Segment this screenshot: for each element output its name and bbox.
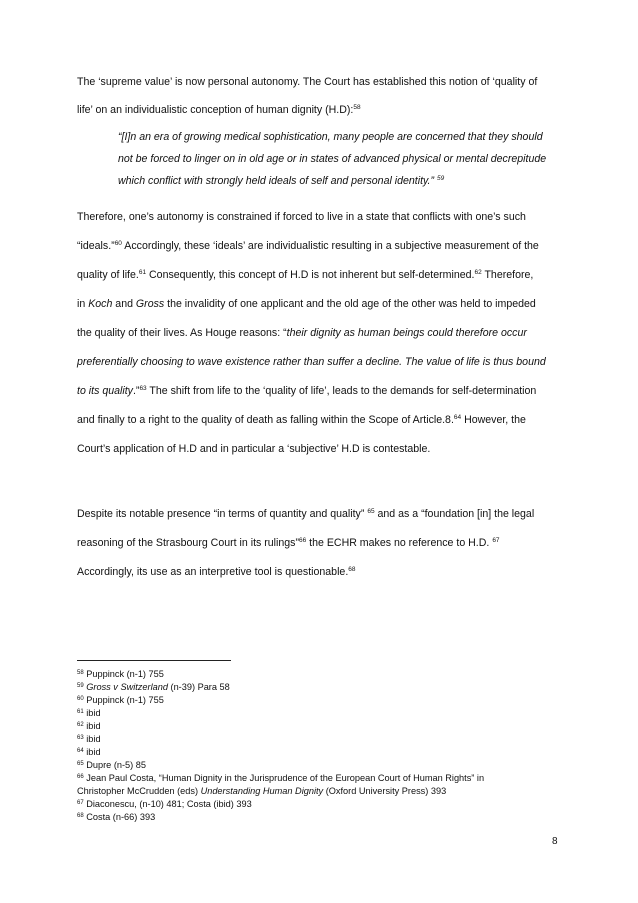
text-span: Consequently, this concept of H.D is not inherent but self-determined. bbox=[146, 269, 475, 281]
text-span: reasoning of the Strasbourg Court in its rulings” bbox=[77, 537, 299, 549]
text-span: the quality of their lives. As Houge reasons: “ bbox=[77, 327, 287, 339]
paragraph-line bbox=[77, 507, 534, 521]
text-span: Accordingly, its use as an interpretive tool is questionable. bbox=[77, 566, 349, 578]
footnote-ref[interactable]: 66 bbox=[299, 537, 307, 544]
paragraph-line bbox=[77, 536, 500, 550]
paragraph-line bbox=[77, 297, 536, 311]
footnote-ref[interactable]: 65 bbox=[367, 508, 375, 515]
footnote-text: ibid bbox=[86, 721, 101, 731]
text-span: not be forced to linger on in old age or in states of advanced physical or mental decrepitude bbox=[118, 153, 547, 165]
footnote-number: 58 bbox=[77, 670, 84, 676]
paragraph-line bbox=[77, 442, 430, 456]
footnote-number: 67 bbox=[77, 800, 84, 806]
footnote bbox=[77, 694, 164, 706]
text-span: quality of life. bbox=[77, 269, 139, 281]
footnote-text: Costa (n-66) 393 bbox=[86, 812, 156, 822]
footnote bbox=[77, 720, 101, 732]
italic-quote: their dignity as human beings could therefore occur bbox=[286, 327, 527, 339]
paragraph-line bbox=[77, 413, 526, 427]
italic-quote: to its quality bbox=[77, 385, 133, 397]
footnote-number: 59 bbox=[77, 683, 84, 689]
footnote-number: 68 bbox=[77, 813, 84, 819]
paragraph-line bbox=[77, 355, 546, 369]
footnote-number: 61 bbox=[77, 709, 84, 715]
text-span: in bbox=[77, 298, 89, 310]
footnote bbox=[77, 798, 252, 810]
text-span: Court’s application of H.D and in particular a ‘subjective’ H.D is contestable. bbox=[77, 443, 431, 455]
footnote-ref[interactable]: 61 bbox=[138, 269, 147, 276]
footnote-text: ibid bbox=[86, 747, 101, 757]
footnote-text: ibid bbox=[86, 708, 101, 718]
text-span: “[I]n an era of growing medical sophistication, many people are concerned that they should bbox=[118, 131, 543, 143]
footnote-text: Dupre (n-5) 85 bbox=[86, 760, 146, 770]
footnote-text: Diaconescu, (n-10) 481; Costa (ibid) 393 bbox=[86, 799, 252, 809]
footnote-number: 62 bbox=[77, 722, 84, 728]
footnote-number: 66 bbox=[77, 774, 84, 780]
text-span: the ECHR makes no reference to H.D. bbox=[306, 537, 490, 549]
quote-line bbox=[118, 152, 546, 166]
text-span: The ‘supreme value’ is now personal autonomy. The Court has established this notion of ‘quality of bbox=[77, 76, 538, 88]
paragraph-line bbox=[77, 565, 356, 579]
footnote-ref[interactable]: 62 bbox=[474, 269, 482, 276]
text-span: “ideals.” bbox=[77, 240, 115, 252]
paragraph-line bbox=[77, 103, 361, 117]
footnote-number: 63 bbox=[77, 735, 84, 741]
footnote-number: 64 bbox=[77, 748, 84, 754]
text-span: which conflict with strongly held ideals of self and personal identity.” bbox=[118, 175, 435, 187]
text-span: and bbox=[112, 298, 136, 310]
footnote bbox=[77, 681, 230, 693]
text-span: Despite its notable presence “in terms of quantity and quality” bbox=[77, 508, 365, 520]
footnote bbox=[77, 733, 101, 745]
text-span: Therefore, one’s autonomy is constrained if forced to live in a state that conflicts with one’s such bbox=[77, 211, 526, 223]
paragraph-line bbox=[77, 239, 539, 253]
footnote-text: Puppinck (n-1) 755 bbox=[86, 695, 164, 705]
text-span: .” bbox=[132, 385, 140, 397]
footnote-book-title: Understanding Human Dignity bbox=[200, 786, 324, 796]
paragraph-line bbox=[77, 268, 533, 282]
footnote bbox=[77, 707, 101, 719]
footnote bbox=[77, 759, 146, 771]
footnote-ref[interactable]: 59 bbox=[436, 175, 445, 182]
footnote-case-name: Gross v Switzerland bbox=[86, 682, 168, 692]
text-span: Therefore, bbox=[481, 269, 534, 281]
footnote bbox=[77, 772, 484, 784]
text-span: However, the bbox=[461, 414, 526, 426]
paragraph-line bbox=[77, 326, 527, 340]
text-span: Accordingly, these ‘ideals’ are individualistic resulting in a subjective measurement of the bbox=[121, 240, 539, 252]
footnote-text: Christopher McCrudden (eds) bbox=[77, 786, 201, 796]
footnote bbox=[77, 785, 446, 797]
footnote-text: Puppinck (n-1) 755 bbox=[86, 669, 164, 679]
footnote-separator bbox=[77, 660, 231, 661]
footnote-ref[interactable]: 63 bbox=[139, 385, 147, 392]
footnote-text: ibid bbox=[86, 734, 101, 744]
text-span: life’ on an individualistic conception of human dignity (H.D): bbox=[77, 104, 354, 116]
paragraph-line bbox=[77, 384, 536, 398]
case-name: Koch bbox=[88, 298, 113, 310]
quote-line bbox=[118, 174, 444, 188]
footnote-ref[interactable]: 64 bbox=[453, 414, 462, 421]
paragraph-line bbox=[77, 210, 526, 224]
footnote-number: 60 bbox=[77, 696, 84, 702]
footnote bbox=[77, 746, 101, 758]
footnote-text: (n-39) Para 58 bbox=[167, 682, 230, 692]
footnote-ref[interactable]: 67 bbox=[492, 537, 500, 544]
page-number: 8 bbox=[552, 836, 558, 847]
footnote bbox=[77, 811, 155, 823]
text-span: and as a “foundation [in] the legal bbox=[374, 508, 535, 520]
footnote-text: Jean Paul Costa, “Human Dignity in the Jurisprudence of the European Court of Human Rights” in bbox=[86, 773, 485, 783]
paragraph-line bbox=[77, 75, 537, 89]
footnote-ref[interactable]: 60 bbox=[114, 240, 122, 247]
text-span: and finally to a right to the quality of death as falling within the Scope of Article.8. bbox=[77, 414, 454, 426]
footnote-ref[interactable]: 58 bbox=[353, 104, 361, 111]
text-span: the invalidity of one applicant and the old age of the other was held to impeded bbox=[164, 298, 536, 310]
italic-quote: preferentially choosing to wave existence rather than suffer a decline. The value of life is thus bound bbox=[77, 356, 546, 368]
footnote-number: 65 bbox=[77, 761, 84, 767]
footnote-ref[interactable]: 68 bbox=[348, 566, 356, 573]
case-name: Gross bbox=[135, 298, 165, 310]
quote-line bbox=[118, 130, 543, 144]
footnote-text: (Oxford University Press) 393 bbox=[323, 786, 447, 796]
footnote bbox=[77, 668, 164, 680]
text-span: The shift from life to the ‘quality of life’, leads to the demands for self-determination bbox=[146, 385, 537, 397]
